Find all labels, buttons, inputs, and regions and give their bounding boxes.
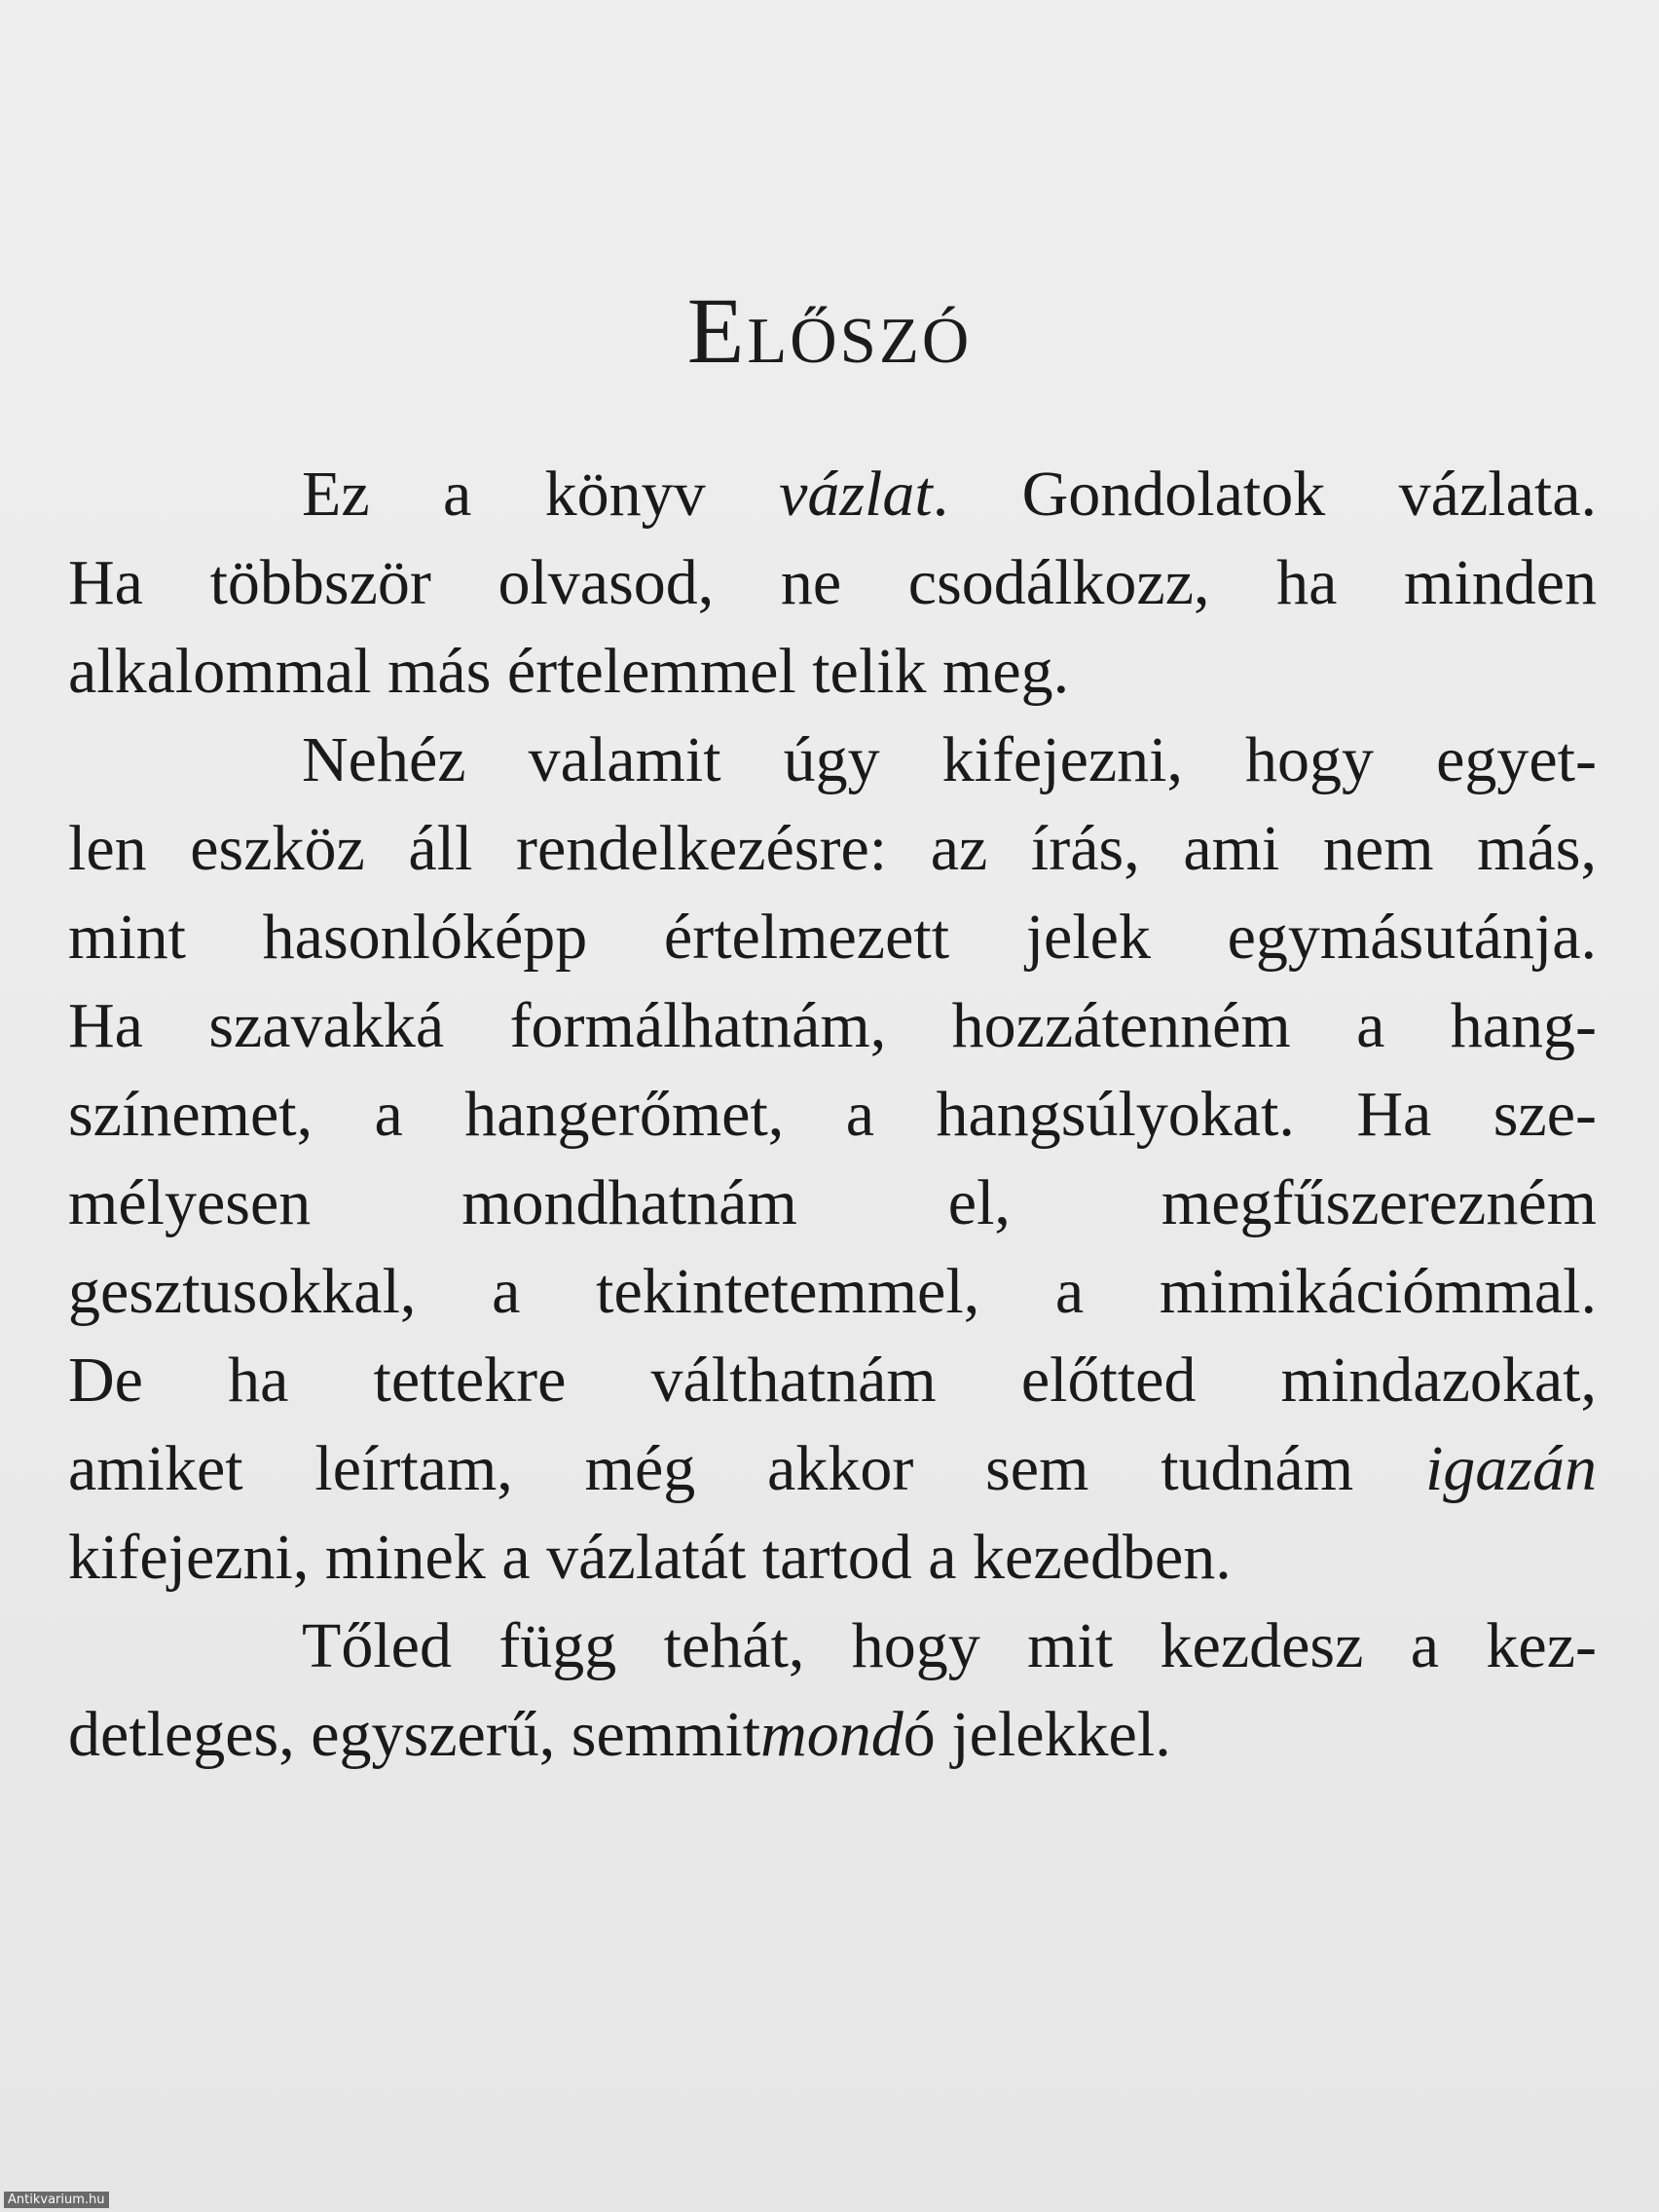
body-text [68, 450, 1597, 1779]
italic-run: mond [760, 1699, 903, 1770]
text-run: ó jelekkel. [903, 1699, 1171, 1770]
chapter-title: Előszó [686, 278, 973, 384]
text-line [68, 981, 1597, 1070]
watermark-logo: Antikvarium.hu [4, 2192, 109, 2208]
text-run: len eszköz áll rendelkezésre: az írás, ami nem más, [68, 813, 1597, 884]
text-run: amiket leírtam, még akkor sem tudnám [68, 1433, 1425, 1504]
text-run: mélyesen mondhatnám el, megfűszerezném [68, 1167, 1597, 1238]
text-line [68, 1690, 1597, 1779]
text-line [68, 450, 1597, 538]
text-line [68, 716, 1597, 804]
text-run: Ha többször olvasod, ne csodálkozz, ha minden [68, 547, 1597, 618]
text-line [68, 1159, 1597, 1247]
text-line [68, 1602, 1597, 1690]
text-run: színemet, a hangerőmet, a hangsúlyokat. Ha sze- [68, 1079, 1597, 1150]
text-run: alkalommal más értelemmel telik meg. [68, 636, 1070, 707]
text-line [68, 804, 1597, 893]
text-run: Ez a könyv [302, 459, 780, 530]
text-line [68, 538, 1597, 627]
text-line [68, 1070, 1597, 1159]
text-run: Tőled függ tehát, hogy mit kezdesz a kez- [302, 1610, 1597, 1681]
text-run: gesztusokkal, a tekintetemmel, a mimikációmmal. [68, 1256, 1597, 1327]
italic-run: igazán [1424, 1433, 1597, 1504]
text-run: Ha szavakká formálhatnám, hozzátenném a hang- [68, 990, 1597, 1061]
text-run: De ha tettekre válthatnám előtted mindazokat, [68, 1345, 1597, 1416]
text-line [68, 1424, 1597, 1513]
text-run: detleges, egyszerű, semmit [68, 1699, 761, 1770]
text-line [68, 627, 1597, 716]
text-run: Nehéz valamit úgy kifejezni, hogy egyet- [302, 724, 1597, 795]
text-line [68, 1247, 1597, 1336]
text-line [68, 893, 1597, 981]
text-line [68, 1336, 1597, 1424]
italic-run: vázlat [779, 459, 933, 530]
text-run: mint hasonlóképp értelmezett jelek egymásutánja. [68, 902, 1597, 973]
text-run: kifejezni, minek a vázlatát tartod a kezedben. [68, 1522, 1232, 1593]
text-line [68, 1513, 1597, 1602]
text-run: . Gondolatok vázlata. [932, 459, 1597, 530]
